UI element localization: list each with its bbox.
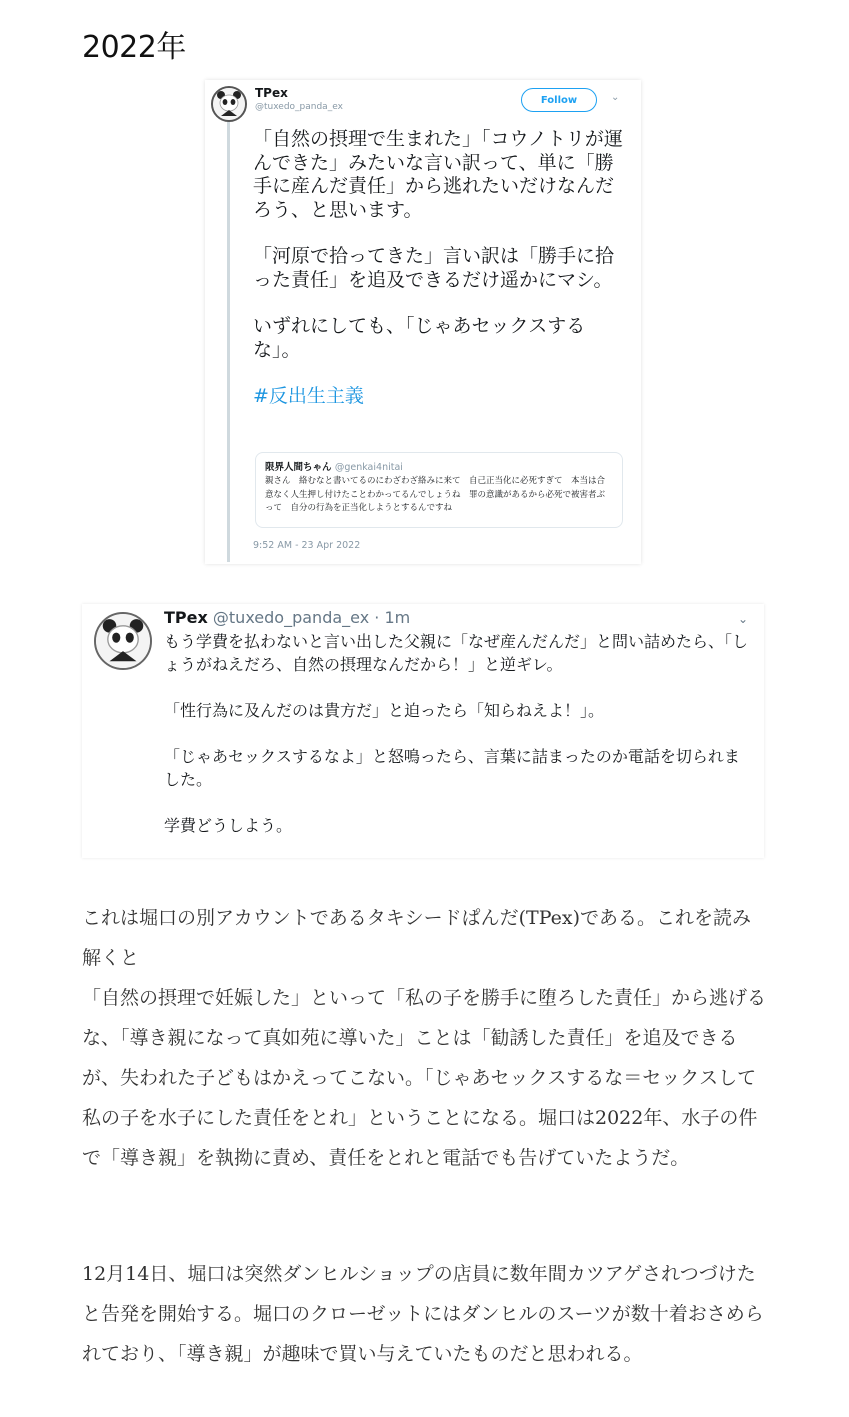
quoted-tweet[interactable] [255,452,623,528]
tweet-author-handle: @tuxedo_panda_ex [255,102,343,112]
tweet-body [253,128,623,432]
panda-avatar-icon [94,612,152,670]
article-line: 「自然の摂理で妊娠した」といって「私の子を勝手に堕ろした責任」から逃げるな、「導き親になって真如苑に導いた」ことは「勧誘した責任」を追及できるが、失われた子どもはかえってこない。「じゃあセックスするな＝セックスして私の子を水子にした責任をとれ」ということになる。堀口は2022年、水子の件で「導き親」を執拗に責め、責任をとれと電話でも告げていたようだ。 [82,987,767,1169]
tweet-paragraph: 「自然の摂理で生まれた」「コウノトリが運んできた」みたいな言い訳って、単に「勝手に産んだ責任」から逃れたいだけなんだろう、と思います。 [253,128,623,221]
tweet-author-handle: @tuxedo_panda_ex [212,608,370,627]
chevron-down-icon[interactable]: ⌄ [738,612,749,626]
quoted-author-handle: @genkai4nitai [334,462,403,473]
tweet-paragraph: 「性行為に及んだのは貴方だ」と迫ったら「知らねえよ！」。 [164,701,605,720]
section-heading: 2022年 [82,30,186,65]
tweet-relative-time: · 1m [374,608,411,627]
tweet-author-name: TPex [255,86,288,100]
panda-avatar-icon [211,86,247,122]
quoted-tweet-text: 親さん 絡むなと書いてるのにわざわざ絡みに来て 自己正当化に必死すぎて 本当は合意なく人生押し付けたことわかってるんでしょうね 罪の意識があるから必死で被害者ぶって 自分の行為を正当化しようとするんですね [265,476,606,513]
tweet-paragraph: いずれにしても、「じゃあセックスするな」。 [253,315,586,361]
tweet-paragraph: 学費どうしよう。 [164,816,293,835]
hashtag-link[interactable]: #反出生主義 [253,385,364,407]
article-line: これは堀口の別アカウントであるタキシードぱんだ(TPex)である。これを読み解くと [82,907,752,969]
tweet-header [164,608,410,627]
tweet-paragraph: 「じゃあセックスするなよ」と怒鳴ったら、言葉に詰まったのか電話を切られました。 [164,747,740,789]
quoted-author-name: 限界人間ちゃん [265,462,332,473]
tweet-timestamp[interactable]: 9:52 AM - 23 Apr 2022 [253,540,361,551]
thread-line [227,118,230,562]
tweet-author-name: TPex [164,608,208,627]
tweet-paragraph: 「河原で拾ってきた」言い訳は「勝手に拾った責任」を追及できるだけ遥かにマシ。 [253,245,615,291]
article-line: 12月14日、堀口は突然ダンヒルショップの店員に数年間カツアゲされつづけたと告発を開始する。堀口のクローゼットにはダンヒルのスーツが数十着おさめられており、「導き親」が趣味で買い与えていたものだと思われる。 [82,1263,764,1365]
tweet-body [164,630,754,858]
follow-button[interactable]: Follow [521,88,597,112]
chevron-down-icon[interactable]: ⌄ [611,92,620,103]
tweet-paragraph: もう学費を払わないと言い出した父親に「なぜ産んだんだ」と問い詰めたら、「しょうがねえだろ、自然の摂理なんだから！」と逆ギレ。 [164,632,749,674]
tweet-embed-1 [205,80,641,564]
tweet-embed-2 [82,604,764,858]
article-paragraph [82,1254,766,1374]
article-paragraph [82,898,766,1178]
